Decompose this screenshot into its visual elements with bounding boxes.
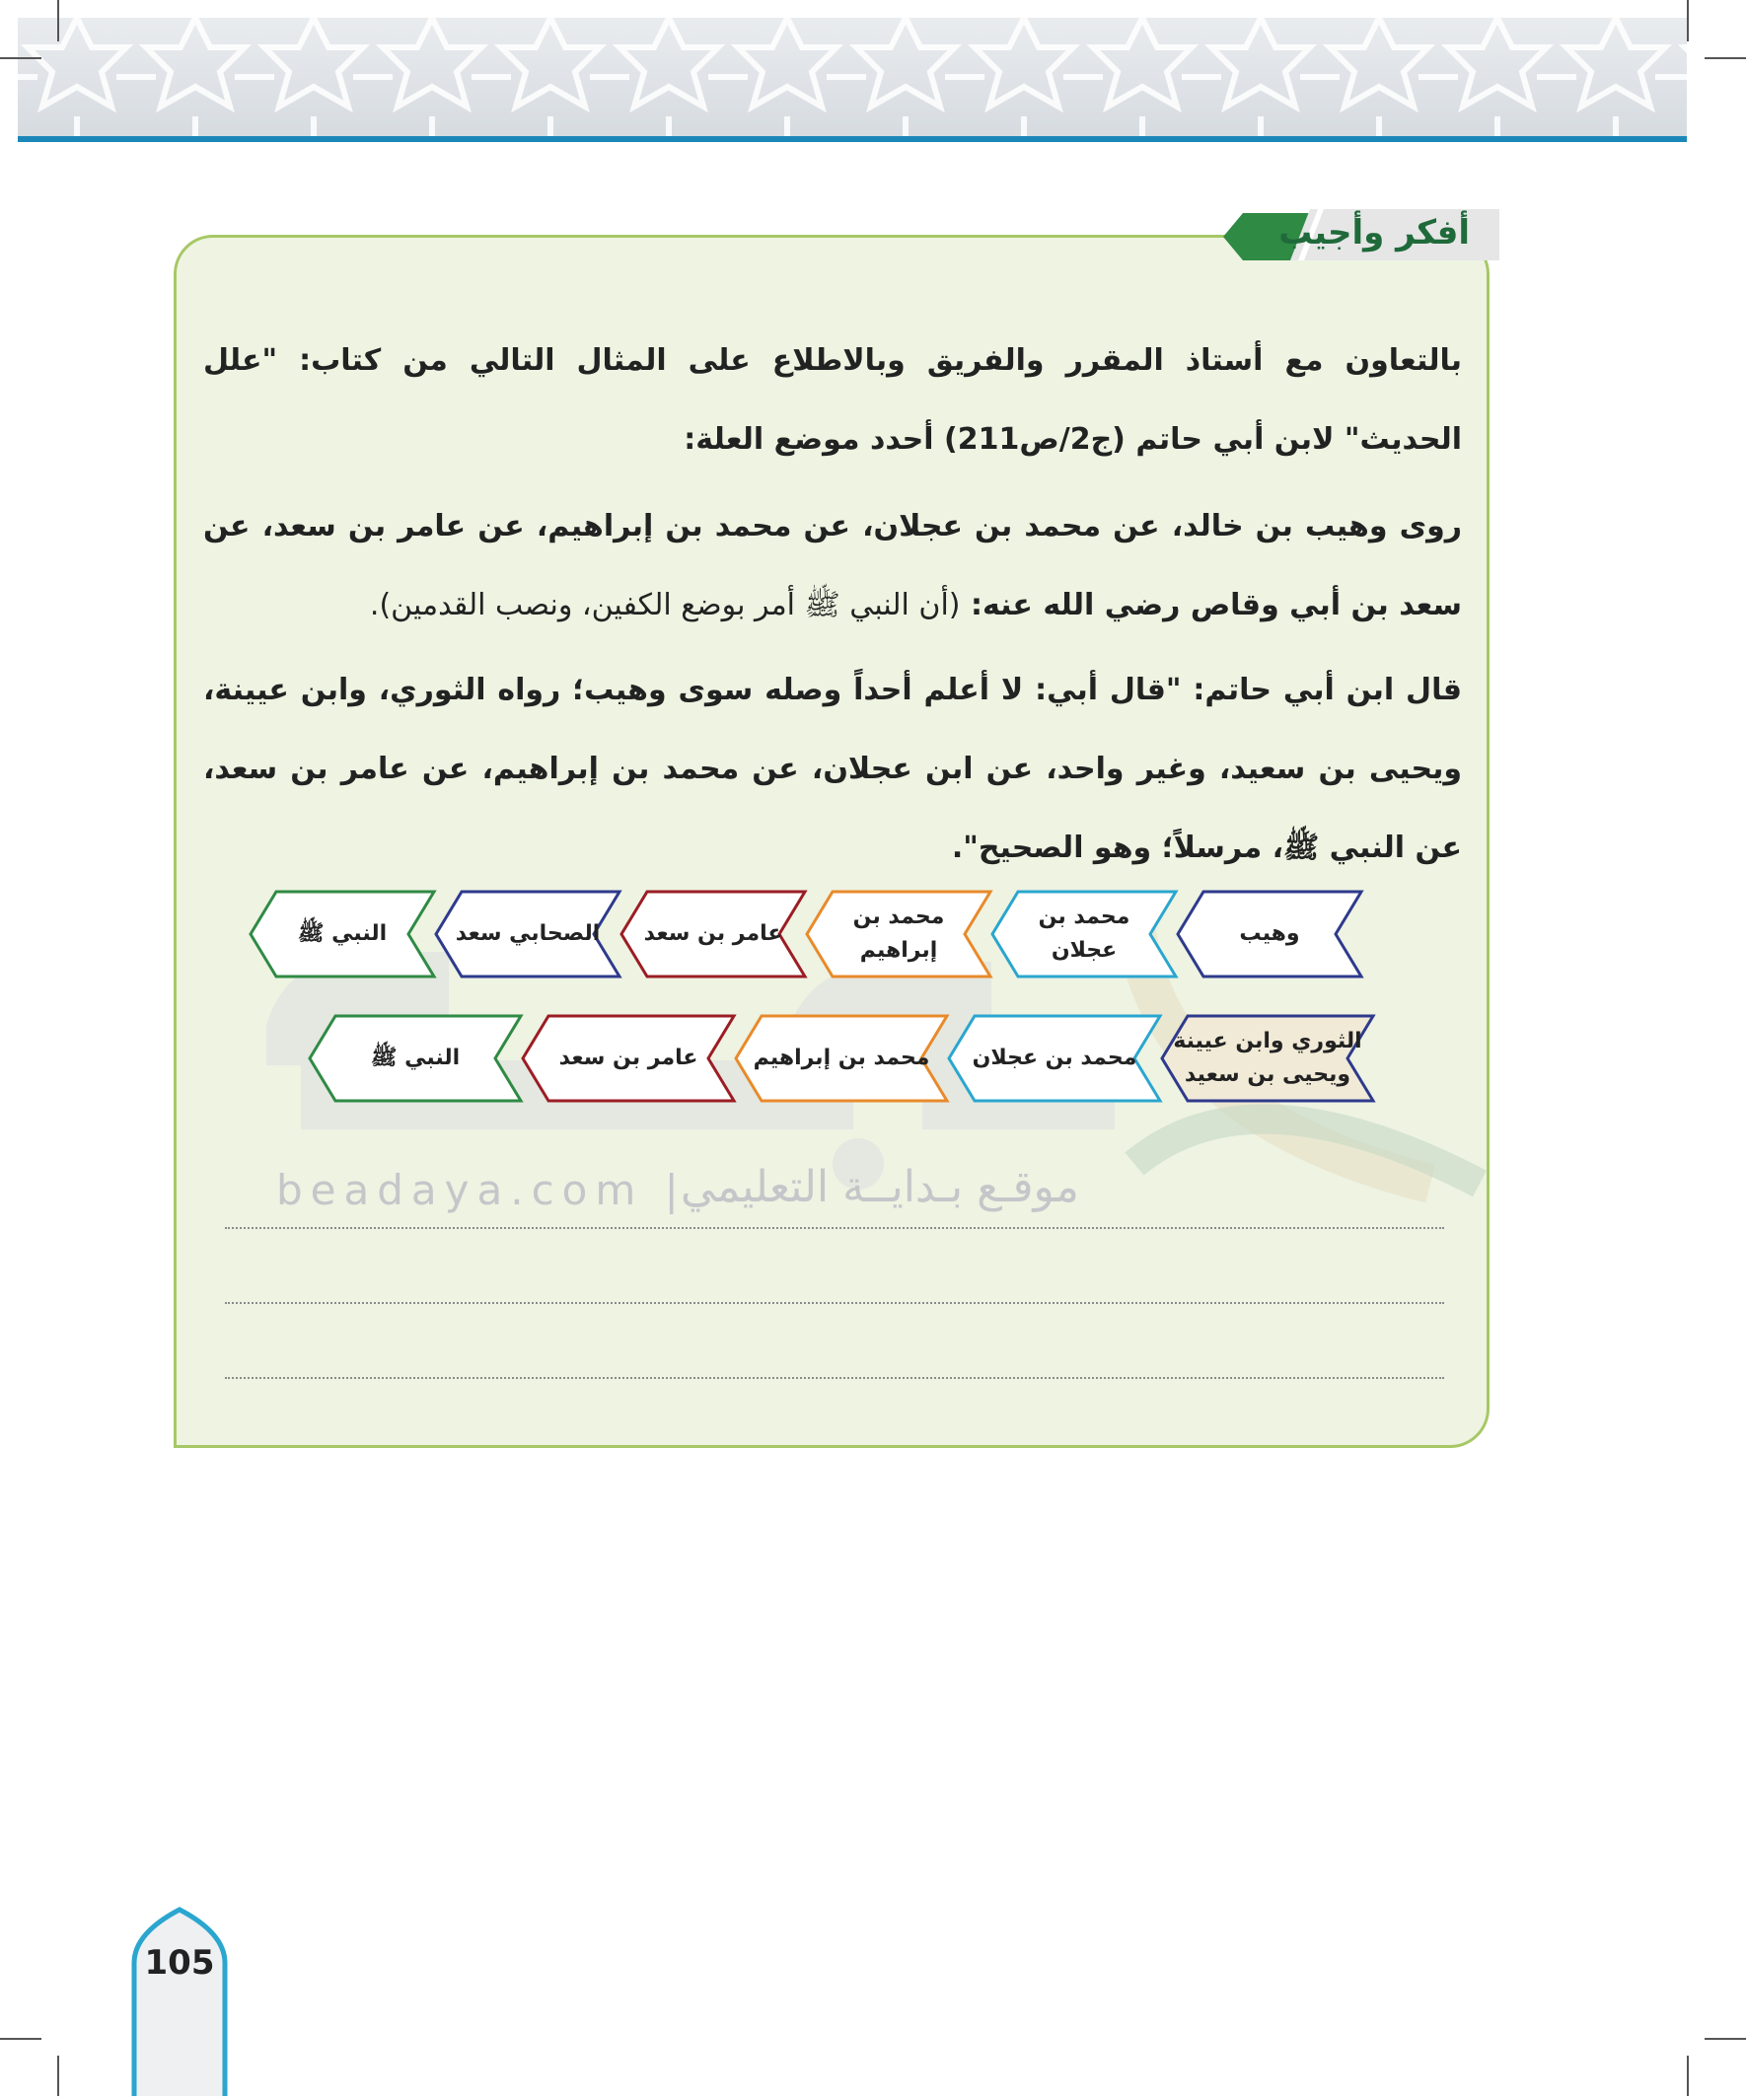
hadith-chain-text: روى وهيب بن خالد، عن محمد بن عجلان، عن محمد بن إبراهيم، عن عامر بن سعد، عن سعد بن أبي وقاص رضي الله عنه: [203,509,1462,622]
chain-node [310,1016,521,1101]
answer-line[interactable] [225,1227,1444,1229]
chain-node-label: محمد بن إبراهيم [753,1046,930,1070]
crop-mark [0,57,41,59]
hadith-matn-text: (أن النبي ﷺ أمر بوضع الكفين، ونصب القدمين). [369,588,961,622]
chain-node [992,892,1176,977]
answer-line[interactable] [225,1302,1444,1304]
header-rule [18,136,1687,142]
chain-node [736,1016,947,1101]
chain-node-label: وهيب [1239,921,1300,946]
section-tab [1203,205,1499,266]
crop-mark [1705,57,1746,59]
chain-node [621,892,805,977]
chain-node [807,892,990,977]
crop-mark [1687,2056,1689,2096]
chain-node-label: محمد بن عجلان [972,1046,1137,1070]
chain-node-label: النبي ﷺ [297,921,388,946]
chain-node-label: الثوري وابن عيينة ويحيى بن سعيد [1173,1029,1362,1087]
crop-mark [0,2038,41,2040]
chain-node [1162,1016,1373,1101]
chain-node [523,1016,734,1101]
hadith-paragraph [203,487,1462,645]
watermark-url: beadaya.com | [276,1166,687,1214]
page-tab-shape [130,1904,229,2096]
instruction-paragraph: بالتعاون مع أستاذ المقرر والفريق وبالاطلاع على المثال التالي من كتاب: "علل الحديث" لابن أبي حاتم (ج2/ص211) أحدد موضع العلة: [203,343,1462,457]
watermark-site-name: موقـع بـدايــة التعليمي [681,1162,1079,1212]
chain-node-label: النبي ﷺ [370,1046,461,1070]
chain-node [1178,892,1361,977]
geometric-pattern [18,18,1687,138]
crop-mark [57,0,59,41]
header-pattern-band [18,18,1687,138]
section-title: أفكر وأجيب [1278,213,1470,253]
chain-node [436,892,619,977]
quote-paragraph: قال ابن أبي حاتم: "قال أبي: لا أعلم أحداً وصله سوى وهيب؛ رواه الثوري، وابن عيينة، ويحيى بن سعيد، وغير واحد، عن ابن عجلان، عن محمد بن إبراهيم، عن عامر بن سعد، عن النبي ﷺ، مرسلاً؛ وهو الصحيح". [203,673,1462,865]
chain-node [949,1016,1160,1101]
chain-node-label: عامر بن سعد [643,921,783,946]
answer-line[interactable] [225,1377,1444,1379]
page-number-tab [130,1904,229,2096]
chain-node-label: محمد بن إبراهيم [852,905,945,963]
crop-mark [57,2056,59,2096]
chain-node-label: الصحابي سعد [455,921,601,946]
page-number: 105 [144,1943,215,1983]
chain-node-label: عامر بن سعد [558,1046,698,1070]
crop-mark [1705,2038,1746,2040]
crop-mark [1687,0,1689,41]
chain-node [251,892,434,977]
chain-node-label: محمد بن عجلان [1038,905,1130,963]
